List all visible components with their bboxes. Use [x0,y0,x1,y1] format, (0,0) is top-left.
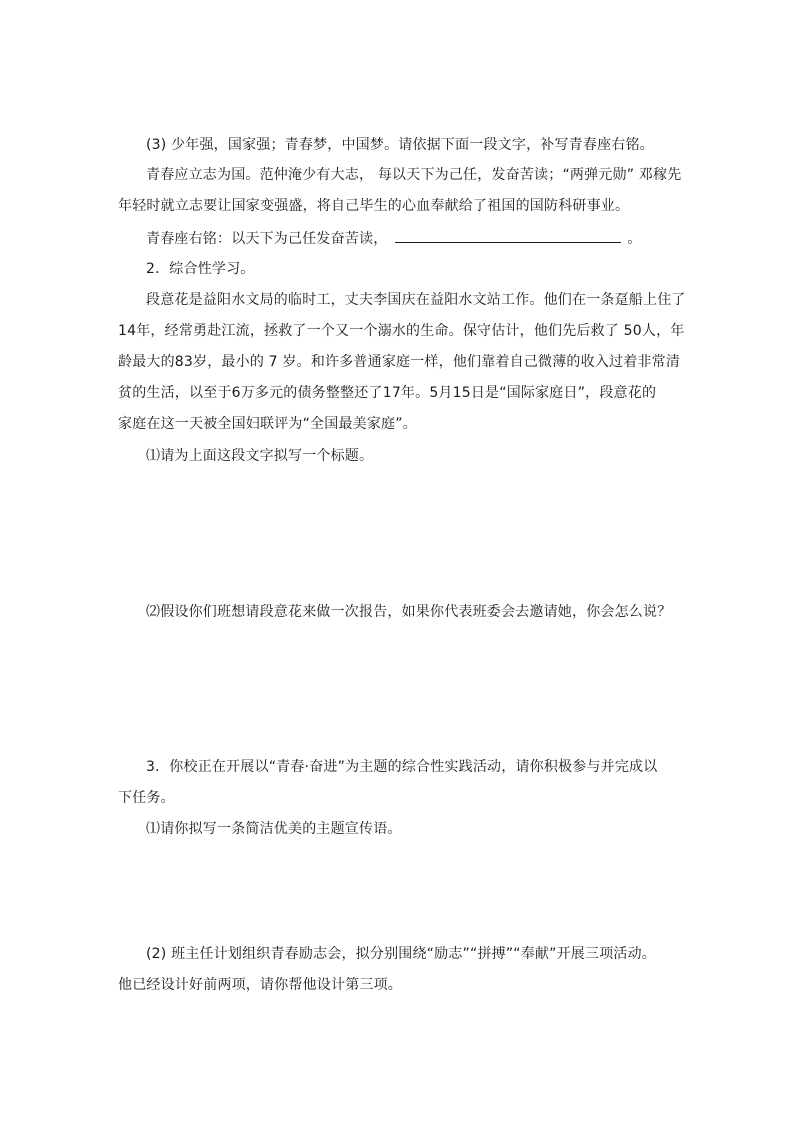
q3-sub2-prompt-cont: 他已经设计好前两项，请你帮他设计第三项。 [118,977,402,993]
passage-line: 龄最大的83岁，最小的 7 岁。和许多普通家庭一样，他们靠着自己微薄的收入过着非常清 [118,354,681,370]
passage-line: 青春应立志为国。范仲淹少有大志， 每以天下为己任，发奋苦读；“两弹元勋” 邓稼先 [146,167,682,183]
motto-suffix: 。 [627,231,642,247]
passage-line: 段意花是益阳水文局的临时工，丈夫李国庆在益阳水文站工作。他们在一条趸船上住了 [146,292,686,308]
q3-subquestion-prompt: (3) 少年强，国家强；青春梦，中国梦。请依据下面一段文字，补写青春座右铭。 [146,137,654,153]
q2-sub1-prompt: ⑴请为上面这段文字拟写一个标题。 [146,448,374,464]
motto-prefix: 青春座右铭：以天下为己任发奋苦读， [146,231,388,247]
q3-sub2-prompt: (2) 班主任计划组织青春励志会，拟分别围绕“励志”“拼搏”“奉献”开展三项活动。 [146,946,656,962]
passage-line: 14年，经常勇赴江流，拯救了一个又一个溺水的生命。保守估计，他们先后救了 50人，年 [118,323,685,339]
motto-answer-blank[interactable] [395,228,621,243]
passage-line: 家庭在这一天被全国妇联评为“全国最美家庭”。 [118,416,417,432]
question-3-title: 3．你校正在开展以“青春·奋进”为主题的综合性实践活动，请你积极参与并完成以 [146,759,658,775]
passage-line: 贫的生活，以至于6万多元的债务整整还了17年。5月15日是“国际家庭日”，段意花的 [118,385,657,401]
passage-line: 年轻时就立志要让国家变强盛，将自己毕生的心血奉献给了祖国的国防科研事业。 [118,198,630,214]
q2-sub2-prompt: ⑵假设你们班想请段意花来做一次报告，如果你代表班委会去邀请她，你会怎么说？ [146,604,672,620]
question-2-title: 2．综合性学习。 [146,261,255,277]
motto-line [146,228,642,249]
q3-sub1-prompt: ⑴请你拟写一条简洁优美的主题宣传语。 [146,821,402,837]
question-3-title-cont: 下任务。 [118,790,175,806]
